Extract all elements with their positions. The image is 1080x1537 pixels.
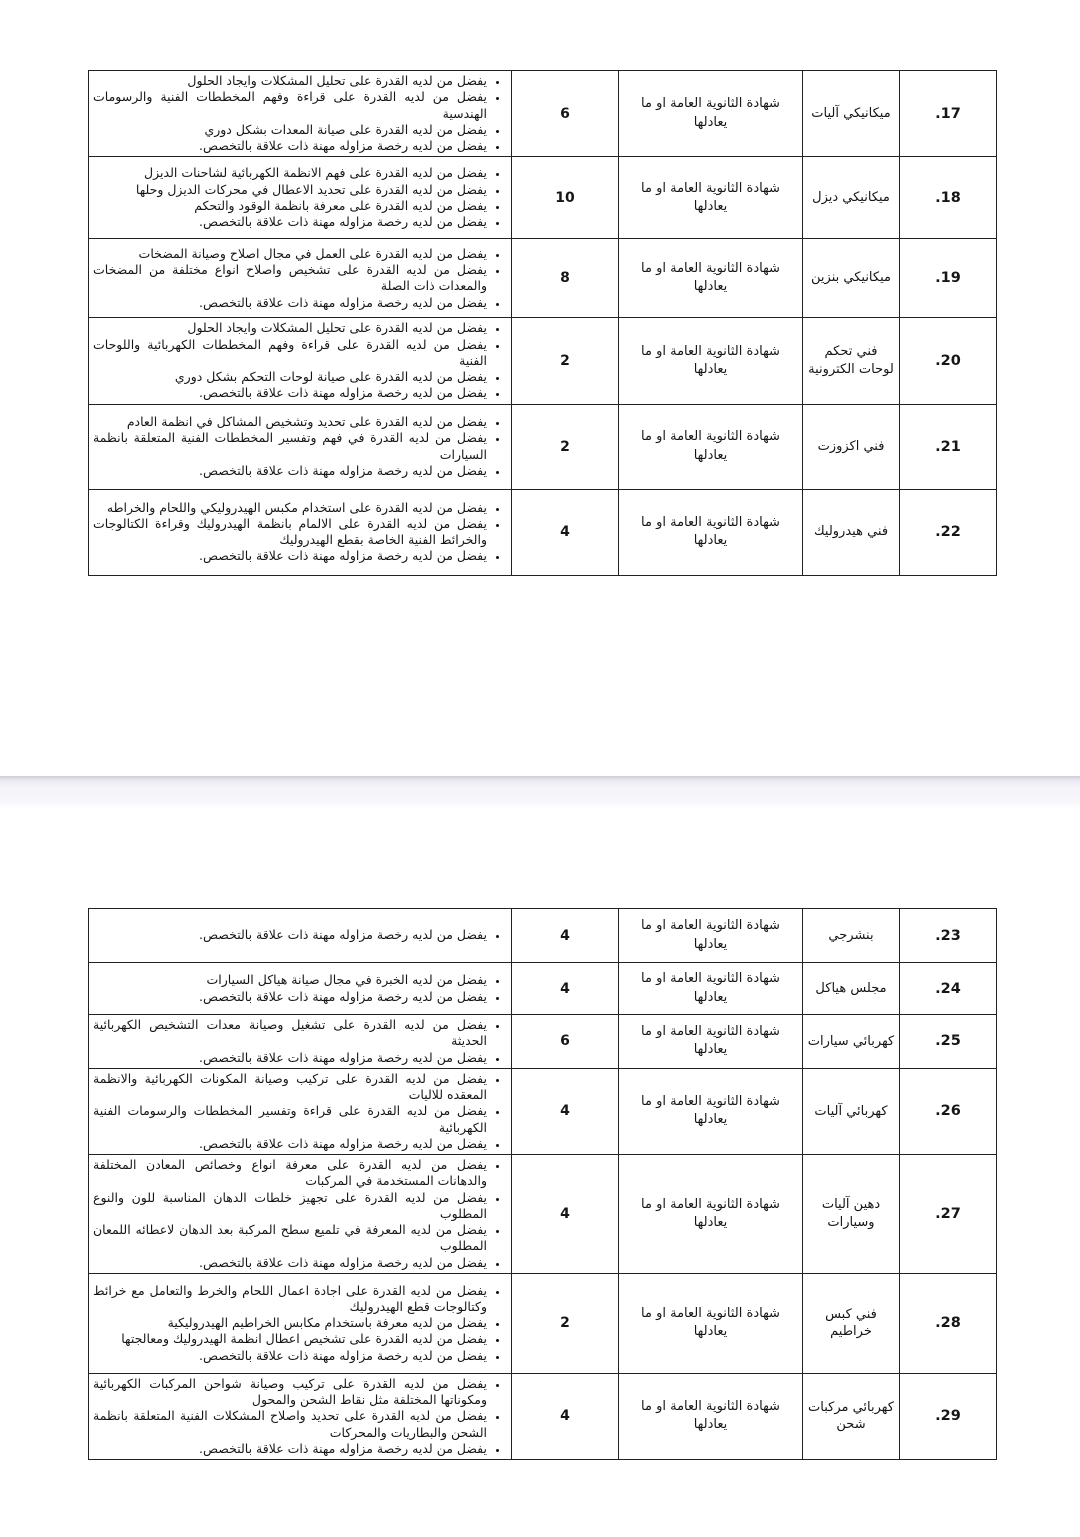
- requirements-cell: [89, 489, 512, 575]
- qualification-cell: شهادة الثانوية العامة او ما يعادلها: [619, 71, 803, 157]
- requirements-cell: [89, 318, 512, 404]
- requirement-item: • يفضل من لديه رخصة مزاوله مهنة ذات علاقة بالتخصص.: [93, 1050, 487, 1066]
- requirements-list: [93, 320, 507, 401]
- table-row: [89, 489, 997, 575]
- row-number-cell: 21.: [900, 404, 997, 489]
- row-number-cell: 18.: [900, 157, 997, 239]
- vacancies-table-page-1: [88, 70, 997, 576]
- requirement-item: • يفضل من لديه رخصة مزاوله مهنة ذات علاقة بالتخصص.: [93, 1136, 487, 1152]
- qualification-cell: شهادة الثانوية العامة او ما يعادلها: [619, 963, 803, 1015]
- table-row: [89, 1273, 997, 1373]
- table-row: [89, 909, 997, 963]
- requirements-cell: [89, 1015, 512, 1069]
- qualification-cell: شهادة الثانوية العامة او ما يعادلها: [619, 157, 803, 239]
- requirement-item: • يفضل من لديه رخصة مزاوله مهنة ذات علاقة بالتخصص.: [93, 548, 487, 564]
- requirement-item: • يفضل من لديه رخصة مزاوله مهنة ذات علاقة بالتخصص.: [93, 385, 487, 401]
- requirements-list: [93, 73, 507, 154]
- table-body: [89, 71, 997, 576]
- requirement-item: • يفضل من لديه رخصة مزاوله مهنة ذات علاقة بالتخصص.: [93, 295, 487, 311]
- requirement-item: • يفضل من لديه القدرة على تحليل المشكلات وايجاد الحلول: [93, 320, 487, 336]
- requirement-item: • يفضل من لديه القدرة على تجهيز خلطات الدهان المناسبة للون والنوع المطلوب: [93, 1190, 487, 1223]
- vacancy-count-cell: 4: [512, 1373, 619, 1459]
- requirement-item: • يفضل من لديه القدرة على قراءة وفهم المخططات الكهربائية واللوحات الفنية: [93, 337, 487, 370]
- table-row: [89, 318, 997, 404]
- requirements-list: [93, 165, 507, 230]
- requirement-item: • يفضل من لديه القدرة على تشغيل وصيانة معدات التشخيص الكهربائية الحديثة: [93, 1017, 487, 1050]
- requirements-list: [93, 1017, 507, 1066]
- requirements-cell: [89, 1155, 512, 1274]
- vacancy-count-cell: 4: [512, 489, 619, 575]
- requirement-item: • يفضل من لديه القدرة على تحديد واصلاح المشكلات الفنية المتعلقة بانظمة الشحن والبطاريات والمحركات: [93, 1408, 487, 1441]
- job-title-cell: فني كبس خراطيم: [803, 1273, 900, 1373]
- requirement-item: • يفضل من لديه القدرة على تركيب وصيانة شواحن المركبات الكهربائية ومكوناتها المختلفة مثل نقاط الشحن والمحول: [93, 1376, 487, 1409]
- requirements-list: [93, 1071, 507, 1152]
- requirements-list: [93, 927, 507, 943]
- vacancy-count-cell: 2: [512, 318, 619, 404]
- qualification-cell: شهادة الثانوية العامة او ما يعادلها: [619, 909, 803, 963]
- job-title-cell: ميكانيكي بنزين: [803, 239, 900, 318]
- job-title-cell: ميكانيكي ديزل: [803, 157, 900, 239]
- table-row: [89, 963, 997, 1015]
- requirement-item: • يفضل من لديه رخصة مزاوله مهنة ذات علاقة بالتخصص.: [93, 927, 487, 943]
- requirement-item: • يفضل من لديه القدرة على قراءة وفهم المخططات الفنية والرسومات الهندسية: [93, 89, 487, 122]
- requirement-item: • يفضل من لديه القدرة على تركيب وصيانة المكونات الكهربائية والانظمة المعقده للاليات: [93, 1071, 487, 1104]
- requirements-cell: [89, 157, 512, 239]
- requirement-item: • يفضل من لديه المعرفة في تلميع سطح المركبة بعد الدهان لاعطائه اللمعان المطلوب: [93, 1222, 487, 1255]
- requirements-cell: [89, 1273, 512, 1373]
- requirement-item: • يفضل من لديه القدرة في فهم وتفسير المخططات الفنية المتعلقة بانظمة السيارات: [93, 430, 487, 463]
- requirement-item: • يفضل من لديه القدرة على استخدام مكبس الهيدروليكي واللحام والخراطه: [93, 500, 487, 516]
- requirement-item: • يفضل من لديه القدرة على تحديد وتشخيص المشاكل في انظمة العادم: [93, 414, 487, 430]
- requirements-cell: [89, 404, 512, 489]
- vacancy-count-cell: 6: [512, 71, 619, 157]
- requirements-cell: [89, 1068, 512, 1154]
- table-body: [89, 909, 997, 1460]
- requirement-item: • يفضل من لديه رخصة مزاوله مهنة ذات علاقة بالتخصص.: [93, 1348, 487, 1364]
- table-row: [89, 71, 997, 157]
- requirements-list: [93, 1376, 507, 1457]
- job-title-cell: فني هيدروليك: [803, 489, 900, 575]
- job-title-cell: فني تحكم لوحات الكترونية: [803, 318, 900, 404]
- qualification-cell: شهادة الثانوية العامة او ما يعادلها: [619, 489, 803, 575]
- row-number-cell: 29.: [900, 1373, 997, 1459]
- qualification-cell: شهادة الثانوية العامة او ما يعادلها: [619, 1015, 803, 1069]
- row-number-cell: 23.: [900, 909, 997, 963]
- requirement-item: • يفضل من لديه القدرة على تشخيص اعطال انظمة الهيدروليك ومعالجتها: [93, 1331, 487, 1347]
- vacancy-count-cell: 10: [512, 157, 619, 239]
- requirement-item: • يفضل من لديه القدرة على تحليل المشكلات وايجاد الحلول: [93, 73, 487, 89]
- requirement-item: • يفضل من لديه القدرة على العمل في مجال اصلاح وصيانة المضخات: [93, 246, 487, 262]
- requirement-item: • يفضل من لديه رخصة مزاوله مهنة ذات علاقة بالتخصص.: [93, 989, 487, 1005]
- qualification-cell: شهادة الثانوية العامة او ما يعادلها: [619, 1068, 803, 1154]
- row-number-cell: 20.: [900, 318, 997, 404]
- table-row: [89, 1015, 997, 1069]
- requirement-item: • يفضل من لديه الخبرة في مجال صيانة هياكل السيارات: [93, 972, 487, 988]
- requirements-list: [93, 1283, 507, 1364]
- requirement-item: • يفضل من لديه القدرة على قراءة وتفسير المخططات والرسومات الفنية الكهربائية: [93, 1103, 487, 1136]
- qualification-cell: شهادة الثانوية العامة او ما يعادلها: [619, 1273, 803, 1373]
- row-number-cell: 24.: [900, 963, 997, 1015]
- requirements-cell: [89, 963, 512, 1015]
- vacancy-count-cell: 4: [512, 1068, 619, 1154]
- vacancies-table-page-2: [88, 908, 997, 1460]
- qualification-cell: شهادة الثانوية العامة او ما يعادلها: [619, 1373, 803, 1459]
- table-row: [89, 1373, 997, 1459]
- requirement-item: • يفضل من لديه معرفة باستخدام مكابس الخراطيم الهيدروليكية: [93, 1315, 487, 1331]
- row-number-cell: 26.: [900, 1068, 997, 1154]
- table-row: [89, 404, 997, 489]
- vacancy-count-cell: 4: [512, 963, 619, 1015]
- vacancy-count-cell: 2: [512, 404, 619, 489]
- page-separator-band: [0, 776, 1080, 810]
- requirements-list: [93, 414, 507, 479]
- table-row: [89, 1155, 997, 1274]
- table-row: [89, 239, 997, 318]
- requirements-list: [93, 1157, 507, 1271]
- qualification-cell: شهادة الثانوية العامة او ما يعادلها: [619, 239, 803, 318]
- table-row: [89, 157, 997, 239]
- vacancy-count-cell: 8: [512, 239, 619, 318]
- qualification-cell: شهادة الثانوية العامة او ما يعادلها: [619, 1155, 803, 1274]
- row-number-cell: 27.: [900, 1155, 997, 1274]
- requirements-list: [93, 972, 507, 1005]
- vacancy-count-cell: 4: [512, 909, 619, 963]
- requirements-cell: [89, 239, 512, 318]
- row-number-cell: 19.: [900, 239, 997, 318]
- requirement-item: • يفضل من لديه القدرة على اجادة اعمال اللحام والخرط والتعامل مع خرائط وكتالوجات قطع الهيدروليك: [93, 1283, 487, 1316]
- vacancy-count-cell: 6: [512, 1015, 619, 1069]
- job-title-cell: كهربائي آليات: [803, 1068, 900, 1154]
- requirements-list: [93, 500, 507, 565]
- job-title-cell: دهين آليات وسيارات: [803, 1155, 900, 1274]
- requirements-cell: [89, 71, 512, 157]
- qualification-cell: شهادة الثانوية العامة او ما يعادلها: [619, 404, 803, 489]
- requirement-item: • يفضل من لديه القدرة على فهم الانظمة الكهربائية لشاحنات الديزل: [93, 165, 487, 181]
- requirement-item: • يفضل من لديه رخصة مزاوله مهنة ذات علاقة بالتخصص.: [93, 138, 487, 154]
- table-row: [89, 1068, 997, 1154]
- job-title-cell: ميكانيكي آليات: [803, 71, 900, 157]
- requirements-list: [93, 246, 507, 311]
- requirements-cell: [89, 909, 512, 963]
- requirements-cell: [89, 1373, 512, 1459]
- vacancy-count-cell: 2: [512, 1273, 619, 1373]
- job-title-cell: مجلس هياكل: [803, 963, 900, 1015]
- requirement-item: • يفضل من لديه رخصة مزاوله مهنة ذات علاقة بالتخصص.: [93, 463, 487, 479]
- requirement-item: • يفضل من لديه القدرة على معرفة انواع وخصائص المعادن المختلفة والدهانات المستخدمة في المركبات: [93, 1157, 487, 1190]
- qualification-cell: شهادة الثانوية العامة او ما يعادلها: [619, 318, 803, 404]
- requirement-item: • يفضل من لديه رخصة مزاوله مهنة ذات علاقة بالتخصص.: [93, 1441, 487, 1457]
- requirement-item: • يفضل من لديه القدرة على تحديد الاعطال في محركات الديزل وحلها: [93, 182, 487, 198]
- requirement-item: • يفضل من لديه القدرة على الالمام بانظمة الهيدروليك وقراءة الكتالوجات والخرائط الفنية الخاصة بقطع الهيدروليك: [93, 516, 487, 549]
- requirement-item: • يفضل من لديه رخصة مزاوله مهنة ذات علاقة بالتخصص.: [93, 1255, 487, 1271]
- job-title-cell: كهربائي مركبات شحن: [803, 1373, 900, 1459]
- job-title-cell: كهربائي سيارات: [803, 1015, 900, 1069]
- row-number-cell: 25.: [900, 1015, 997, 1069]
- requirement-item: • يفضل من لديه القدرة على صيانة المعدات بشكل دوري: [93, 122, 487, 138]
- requirement-item: • يفضل من لديه القدرة على تشخيص واصلاح انواع مختلفة من المضخات والمعدات ذات الصلة: [93, 262, 487, 295]
- row-number-cell: 17.: [900, 71, 997, 157]
- requirement-item: • يفضل من لديه رخصة مزاوله مهنة ذات علاقة بالتخصص.: [93, 214, 487, 230]
- job-title-cell: فني اكزوزت: [803, 404, 900, 489]
- row-number-cell: 28.: [900, 1273, 997, 1373]
- row-number-cell: 22.: [900, 489, 997, 575]
- job-title-cell: بنشرجي: [803, 909, 900, 963]
- requirement-item: • يفضل من لديه القدرة على معرفة بانظمة الوقود والتحكم: [93, 198, 487, 214]
- requirement-item: • يفضل من لديه القدرة على صيانة لوحات التحكم بشكل دوري: [93, 369, 487, 385]
- vacancy-count-cell: 4: [512, 1155, 619, 1274]
